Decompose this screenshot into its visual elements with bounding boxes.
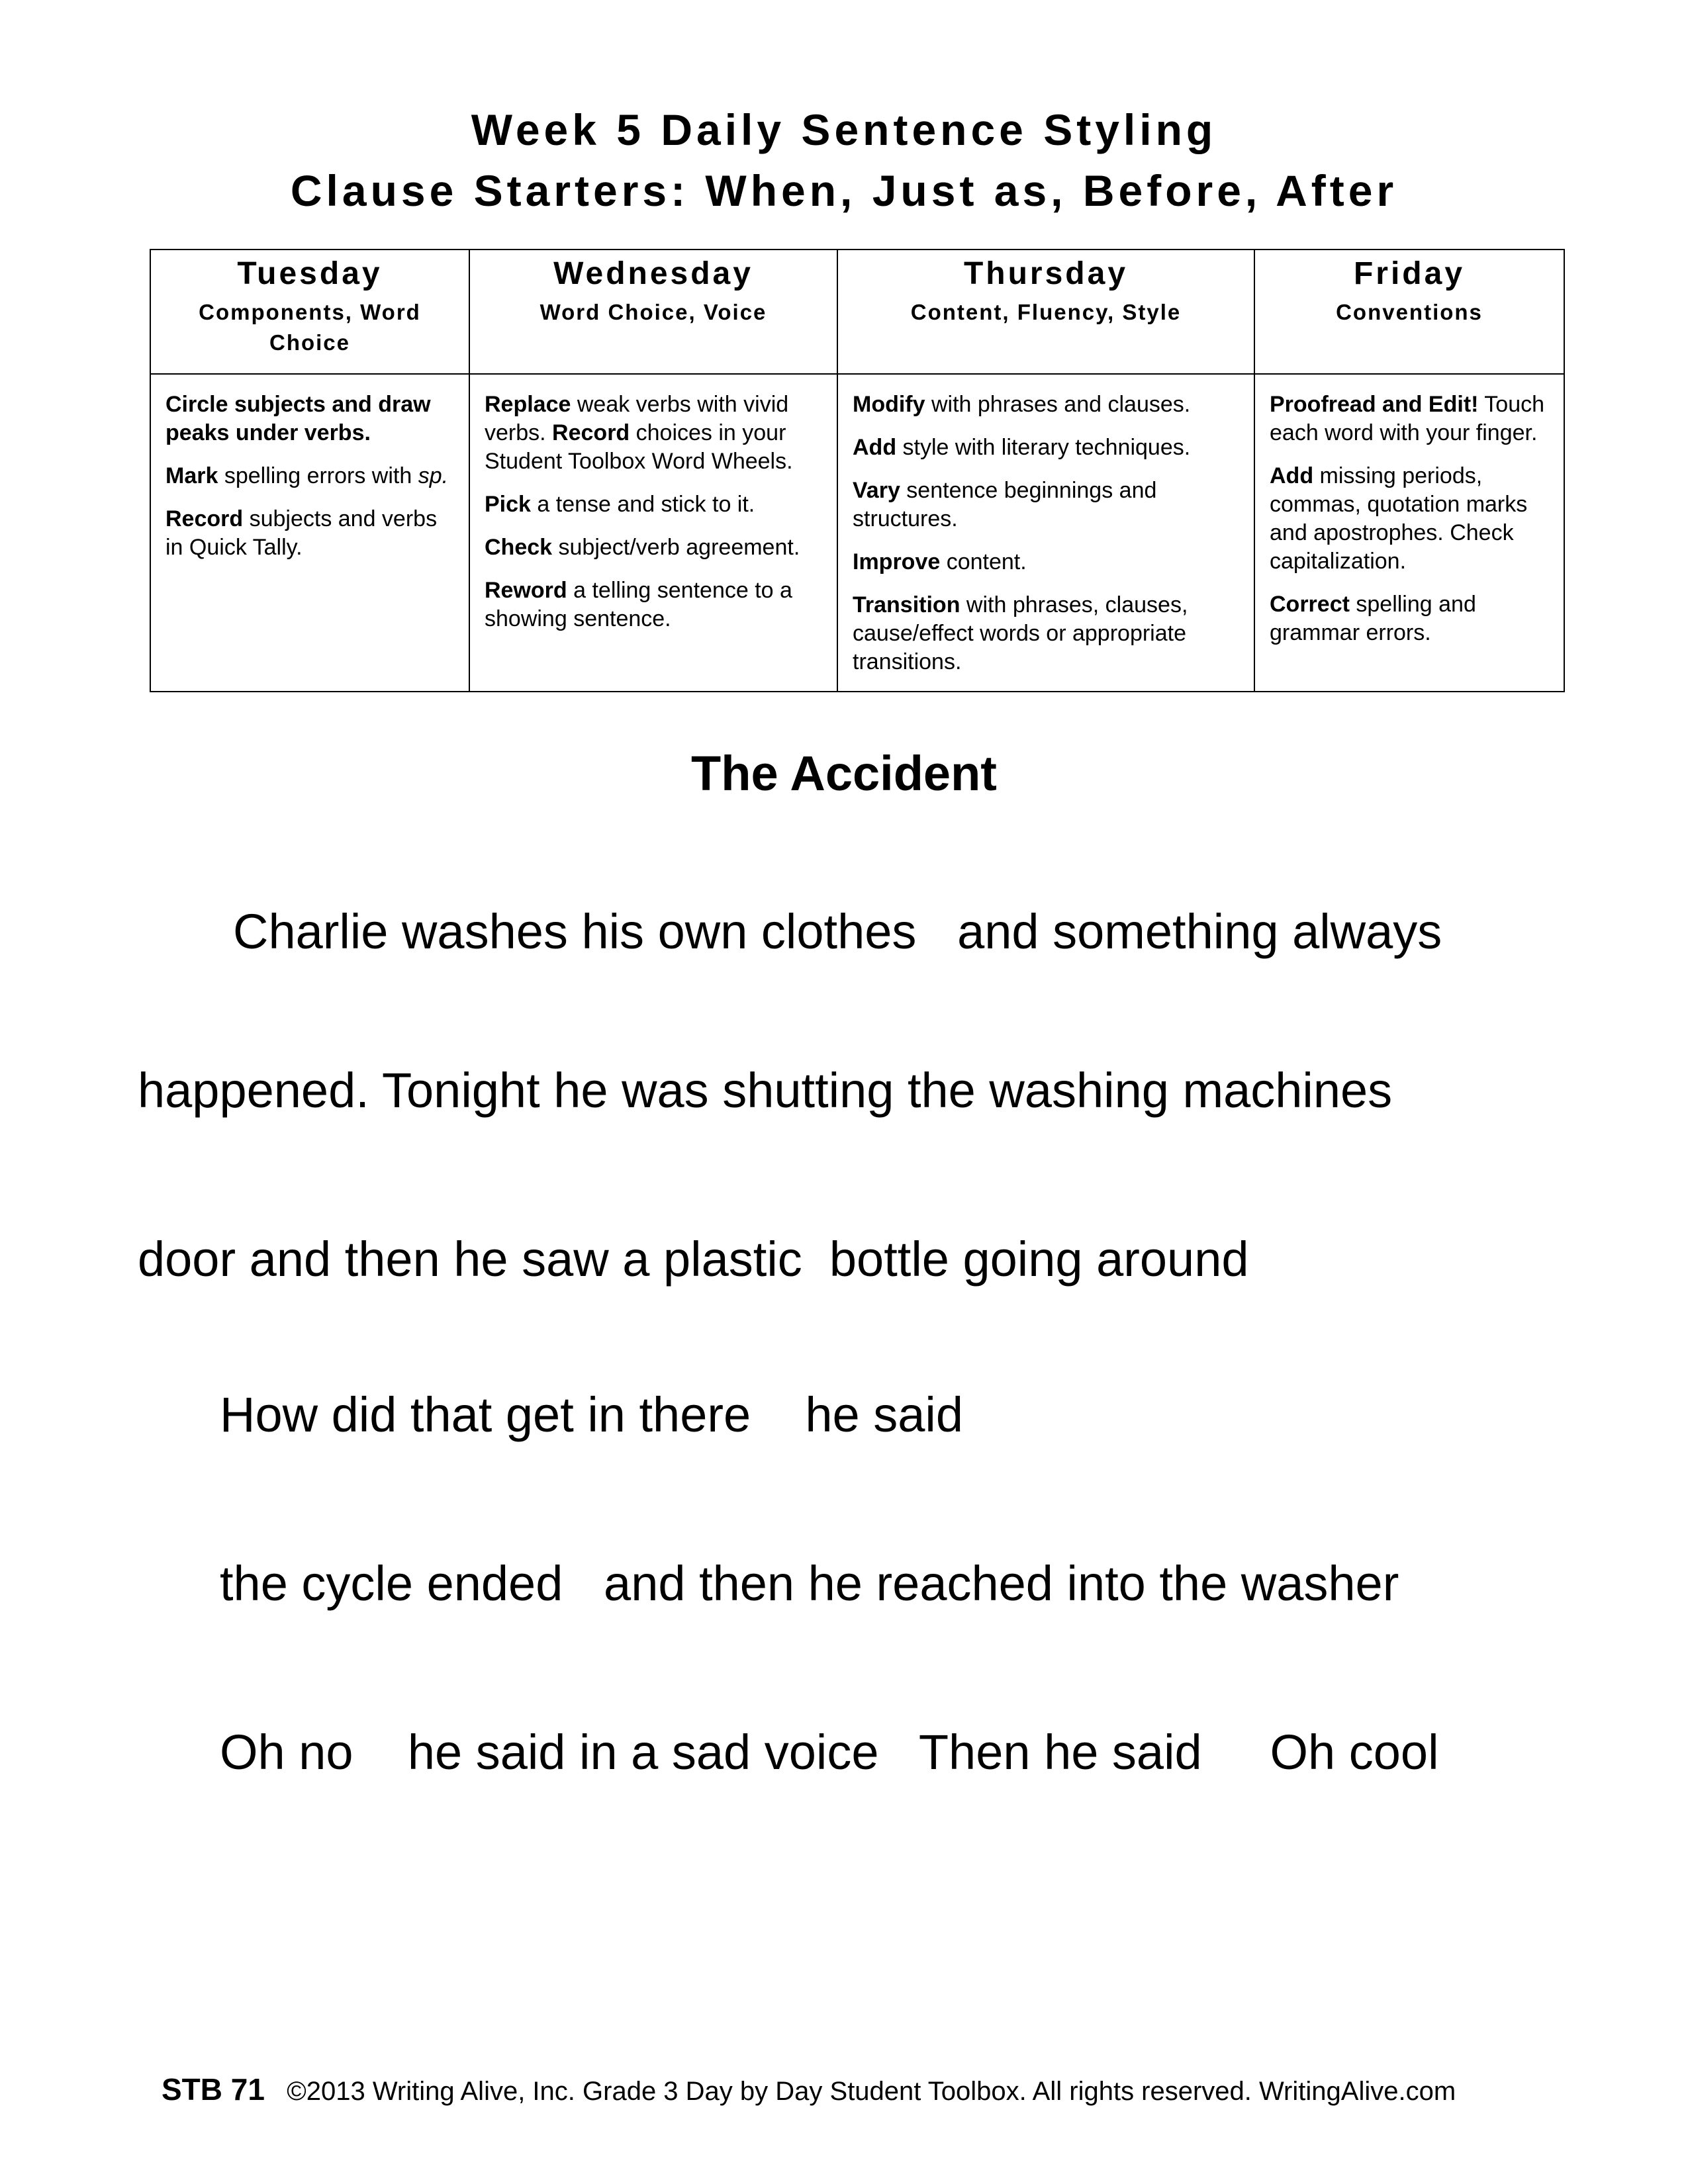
focus-label: Content, Fluency, Style [910, 300, 1182, 324]
tips-cell-thursday [837, 374, 1254, 692]
tip-keyword: Record [552, 420, 630, 445]
worksheet-title: Week 5 Daily Sentence Styling [471, 105, 1217, 154]
day-label: Wednesday [553, 256, 753, 291]
tip-item [165, 390, 455, 447]
day-label: Tuesday [237, 256, 383, 291]
tip-text: style with literary techniques. [896, 435, 1191, 460]
table-body-row [150, 374, 1564, 692]
focus-label: Conventions [1336, 300, 1483, 324]
tip-text: a tense and stick to it. [530, 492, 755, 517]
tip-keyword: Correct [1270, 592, 1350, 617]
tip-text: sentence beginnings and structures. [853, 478, 1157, 531]
tip-item [853, 390, 1241, 419]
tip-item [853, 477, 1241, 533]
tip-keyword: Improve [853, 549, 941, 574]
header-cell-tuesday [150, 250, 469, 374]
tip-text: with phrases and clauses. [925, 392, 1191, 417]
tip-keyword: Reword [485, 578, 567, 603]
styling-table [150, 249, 1565, 692]
tip-text: content. [940, 549, 1027, 574]
tip-item [165, 505, 455, 562]
tip-keyword: Modify [853, 392, 925, 417]
tip-text: subject/verb agreement. [552, 535, 800, 560]
tip-keyword: Add [1270, 463, 1314, 488]
tip-keyword: Circle subjects and draw peaks under verbs. [165, 392, 431, 445]
table-header-row [150, 250, 1564, 374]
tips-cell-wednesday [469, 374, 837, 692]
tip-keyword: Replace [485, 392, 571, 417]
tip-italic: sp. [418, 463, 449, 488]
copyright-text: ©2013 Writing Alive, Inc. Grade 3 Day by Day Student Toolbox. All rights reserved. WritingAlive.com [287, 2077, 1456, 2106]
tip-item [1270, 462, 1550, 576]
story-line: happened. Tonight he was shutting the washing machines [138, 1063, 1393, 1118]
tip-keyword: Add [853, 435, 897, 460]
tip-text: spelling and grammar errors. [1270, 592, 1476, 645]
tips-cell-tuesday [150, 374, 469, 692]
day-label: Friday [1353, 256, 1466, 291]
tip-item [165, 462, 455, 490]
story-line: the cycle ended and then he reached into the washer [220, 1556, 1399, 1611]
tip-item [853, 591, 1241, 676]
day-label: Thursday [963, 256, 1129, 291]
story-title: The Accident [691, 746, 997, 801]
tip-text: with phrases, clauses, cause/effect words or appropriate transitions. [853, 592, 1188, 674]
story-line: How did that get in there he said [220, 1387, 964, 1442]
tip-item [1270, 590, 1550, 647]
page-footer [162, 2071, 1456, 2107]
tip-keyword: Record [165, 506, 244, 531]
tip-text: spelling errors with [218, 463, 418, 488]
header-cell-thursday [837, 250, 1254, 374]
tip-item [485, 533, 823, 562]
worksheet-subtitle: Clause Starters: When, Just as, Before, After [290, 166, 1398, 215]
tip-item [485, 490, 823, 519]
tip-item [485, 576, 823, 633]
story-line: Charlie washes his own clothes and something always [233, 904, 1442, 959]
tip-keyword: Check [485, 535, 553, 560]
tip-keyword: Mark [165, 463, 218, 488]
tip-text: missing periods, commas, quotation marks and apostrophes. Check capitalization. [1270, 463, 1528, 574]
header-cell-wednesday [469, 250, 837, 374]
tip-item [853, 433, 1241, 462]
tip-keyword: Transition [853, 592, 961, 617]
tip-text: Touch each word with your finger. [1270, 392, 1545, 445]
tip-text: weak verbs with vivid verbs. [485, 392, 789, 445]
tip-keyword: Vary [853, 478, 900, 503]
focus-label: Word Choice, Voice [539, 300, 767, 324]
tip-item [1270, 390, 1550, 447]
tips-cell-friday [1254, 374, 1564, 692]
page-code: STB 71 [162, 2072, 265, 2107]
tip-keyword: Pick [485, 492, 531, 517]
story-line: door and then he saw a plastic bottle going around [138, 1232, 1249, 1287]
tip-text: subjects and verbs in Quick Tally. [165, 506, 438, 560]
header-cell-friday [1254, 250, 1564, 374]
story-line: Oh no he said in a sad voice Then he said Oh cool [220, 1725, 1439, 1780]
focus-label: Components, Word Choice [199, 300, 421, 355]
tip-item [853, 548, 1241, 576]
tip-keyword: Proofread and Edit! [1270, 392, 1479, 417]
tip-text: choices in your Student Toolbox Word Wheels. [485, 420, 793, 474]
tip-text: a telling sentence to a showing sentence. [485, 578, 792, 631]
tip-item [485, 390, 823, 476]
